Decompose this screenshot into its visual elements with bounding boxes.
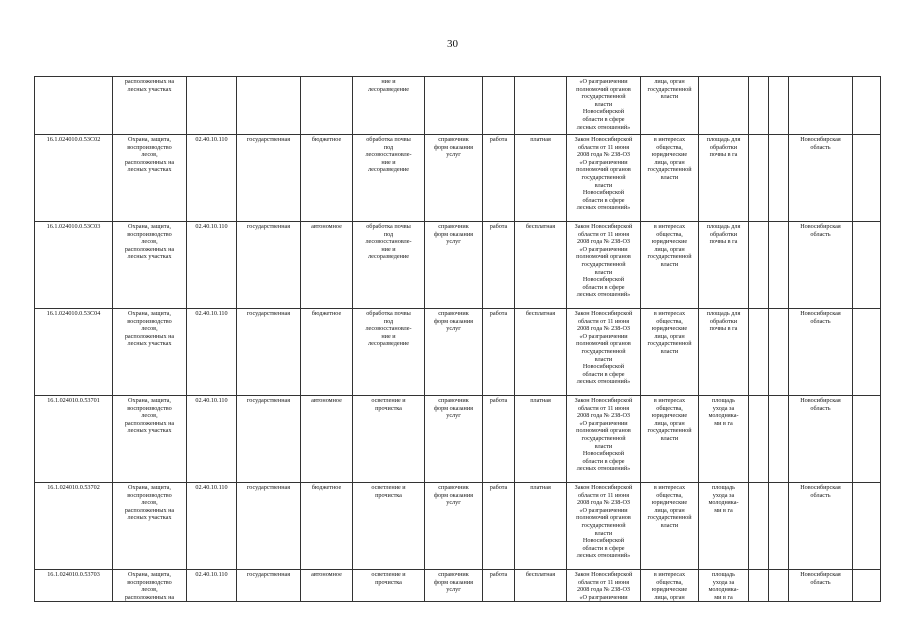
table-row [35, 222, 881, 309]
cell-payment: бесплатная [515, 222, 567, 309]
cell-kind: работа [483, 570, 515, 602]
cell-institution: бюджетное [301, 135, 353, 222]
table-row [35, 135, 881, 222]
cell-basis: справочник форм оказания услуг [425, 396, 483, 483]
cell-okved: 02.40.10.110 [187, 483, 237, 570]
table-row [35, 396, 881, 483]
cell-consumers: в интересах общества, юридические лица, орган государственной власти [641, 135, 699, 222]
cell-institution: бюджетное [301, 309, 353, 396]
cell-empty [769, 309, 789, 396]
cell-code: 16.1.024010.0.53С02 [35, 135, 113, 222]
cell-empty [769, 483, 789, 570]
cell-institution: автономное [301, 396, 353, 483]
cell-empty [749, 396, 769, 483]
cell-indicator: площадь для обработки почвы в га [699, 135, 749, 222]
cell-empty [749, 309, 769, 396]
cell-kind: работа [483, 135, 515, 222]
cell-empty [853, 222, 881, 309]
cell-consumers: в интересах общества, юридические лица, орган государственной власти [641, 309, 699, 396]
cell-law: Закон Новосибирской области от 11 июня 2008 года № 238-ОЗ «О разграничении [567, 570, 641, 602]
cell-name: Охрана, защита, воспроизводство лесов, расположенных на лесных участках [113, 396, 187, 483]
cell-basis: справочник форм оказания услуг [425, 570, 483, 602]
cell-region: Новосибирская область [789, 396, 853, 483]
cell-region: Новосибирская область [789, 309, 853, 396]
cell-consumers: в интересах общества, юридические лица, орган государственной власти [641, 396, 699, 483]
cell-institution: автономное [301, 570, 353, 602]
cell-okved: 02.40.10.110 [187, 309, 237, 396]
cell-basis: справочник форм оказания услуг [425, 309, 483, 396]
cell-okved: 02.40.10.110 [187, 570, 237, 602]
cell-consumers: лица, орган государственной власти [641, 77, 699, 135]
cell-basis [425, 77, 483, 135]
cell-law: Закон Новосибирской области от 11 июня 2008 года № 238-ОЗ «О разграничении полномочий органов государственной власти Новосибирской области в сфере лесных отношений» [567, 309, 641, 396]
cell-consumers: в интересах общества, юридические лица, орган государственной власти [641, 483, 699, 570]
cell-law: Закон Новосибирской области от 11 июня 2008 года № 238-ОЗ «О разграничении полномочий органов государственной власти Новосибирской области в сфере лесных отношений» [567, 222, 641, 309]
cell-empty [769, 570, 789, 602]
cell-law: «О разграничении полномочий органов государственной власти Новосибирской области в сфере лесных отношений» [567, 77, 641, 135]
cell-region: Новосибирская область [789, 570, 853, 602]
cell-indicator: площадь ухода за молоднякa- ми в га [699, 483, 749, 570]
cell-indicator: площадь ухода за молоднякa- ми в га [699, 396, 749, 483]
cell-okved: 02.40.10.110 [187, 135, 237, 222]
cell-owner: государственная [237, 396, 301, 483]
cell-basis: справочник форм оказания услуг [425, 222, 483, 309]
cell-empty [769, 222, 789, 309]
cell-basis: справочник форм оказания услуг [425, 483, 483, 570]
cell-empty [769, 77, 789, 135]
table-row-continued [35, 77, 881, 135]
cell-indicator [699, 77, 749, 135]
cell-indicator: площадь для обработки почвы в га [699, 309, 749, 396]
cell-empty [853, 396, 881, 483]
cell-owner: государственная [237, 309, 301, 396]
cell-content: осветление и прочистка [353, 396, 425, 483]
cell-code: 16.1.024010.0.53703 [35, 570, 113, 602]
cell-payment: бесплатная [515, 570, 567, 602]
cell-empty [749, 483, 769, 570]
cell-empty [749, 570, 769, 602]
cell-name: Охрана, защита, воспроизводство лесов, расположенных на [113, 570, 187, 602]
cell-kind [483, 77, 515, 135]
cell-region [789, 77, 853, 135]
cell-consumers: в интересах общества, юридические лица, орган [641, 570, 699, 602]
cell-code: 16.1.024010.0.53С04 [35, 309, 113, 396]
cell-owner: государственная [237, 483, 301, 570]
cell-content: осветление и прочистка [353, 570, 425, 602]
cell-kind: работа [483, 483, 515, 570]
cell-okved [187, 77, 237, 135]
cell-empty [749, 222, 769, 309]
cell-empty [769, 135, 789, 222]
cell-okved: 02.40.10.110 [187, 222, 237, 309]
cell-institution [301, 77, 353, 135]
registry-table [34, 76, 881, 602]
cell-kind: работа [483, 396, 515, 483]
cell-law: Закон Новосибирской области от 11 июня 2008 года № 238-ОЗ «О разграничении полномочий органов государственной власти Новосибирской области в сфере лесных отношений» [567, 135, 641, 222]
table-row [35, 309, 881, 396]
cell-name: Охрана, защита, воспроизводство лесов, расположенных на лесных участках [113, 483, 187, 570]
cell-owner: государственная [237, 570, 301, 602]
cell-empty [853, 570, 881, 602]
cell-content: обработка почвы под лесовосстановле- ние и лесоразведение [353, 309, 425, 396]
cell-payment: платная [515, 483, 567, 570]
cell-consumers: в интересах общества, юридические лица, орган государственной власти [641, 222, 699, 309]
cell-law: Закон Новосибирской области от 11 июня 2008 года № 238-ОЗ «О разграничении полномочий органов государственной власти Новосибирской области в сфере лесных отношений» [567, 396, 641, 483]
cell-kind: работа [483, 222, 515, 309]
page-number: 30 [447, 38, 458, 50]
cell-empty [853, 309, 881, 396]
cell-code: 16.1.024010.0.53701 [35, 396, 113, 483]
cell-content: обработка почвы под лесовосстановле- ние и лесоразведение [353, 135, 425, 222]
cell-payment: платная [515, 135, 567, 222]
cell-kind: работа [483, 309, 515, 396]
cell-owner [237, 77, 301, 135]
cell-code [35, 77, 113, 135]
cell-payment: бесплатная [515, 309, 567, 396]
cell-name: Охрана, защита, воспроизводство лесов, расположенных на лесных участках [113, 309, 187, 396]
cell-institution: автономное [301, 222, 353, 309]
cell-region: Новосибирская область [789, 135, 853, 222]
cell-content: осветление и прочистка [353, 483, 425, 570]
cell-owner: государственная [237, 135, 301, 222]
cell-basis: справочник форм оказания услуг [425, 135, 483, 222]
cell-region: Новосибирская область [789, 483, 853, 570]
cell-indicator: площадь ухода за молоднякa- ми в га [699, 570, 749, 602]
cell-empty [853, 77, 881, 135]
cell-law: Закон Новосибирской области от 11 июня 2008 года № 238-ОЗ «О разграничении полномочий органов государственной власти Новосибирской области в сфере лесных отношений» [567, 483, 641, 570]
cell-content: ние и лесоразведение [353, 77, 425, 135]
cell-code: 16.1.024010.0.53702 [35, 483, 113, 570]
cell-region: Новосибирская область [789, 222, 853, 309]
cell-code: 16.1.024010.0.53С03 [35, 222, 113, 309]
cell-empty [749, 77, 769, 135]
cell-empty [853, 135, 881, 222]
cell-name: расположенных на лесных участках [113, 77, 187, 135]
cell-okved: 02.40.10.110 [187, 396, 237, 483]
table-row [35, 483, 881, 570]
cell-payment [515, 77, 567, 135]
cell-institution: бюджетное [301, 483, 353, 570]
cell-name: Охрана, защита, воспроизводство лесов, расположенных на лесных участках [113, 135, 187, 222]
cell-empty [769, 396, 789, 483]
cell-payment: платная [515, 396, 567, 483]
table-row [35, 570, 881, 602]
cell-empty [749, 135, 769, 222]
cell-content: обработка почвы под лесовосстановле- ние и лесоразведение [353, 222, 425, 309]
cell-owner: государственная [237, 222, 301, 309]
cell-empty [853, 483, 881, 570]
cell-name: Охрана, защита, воспроизводство лесов, расположенных на лесных участках [113, 222, 187, 309]
cell-indicator: площадь для обработки почвы в га [699, 222, 749, 309]
